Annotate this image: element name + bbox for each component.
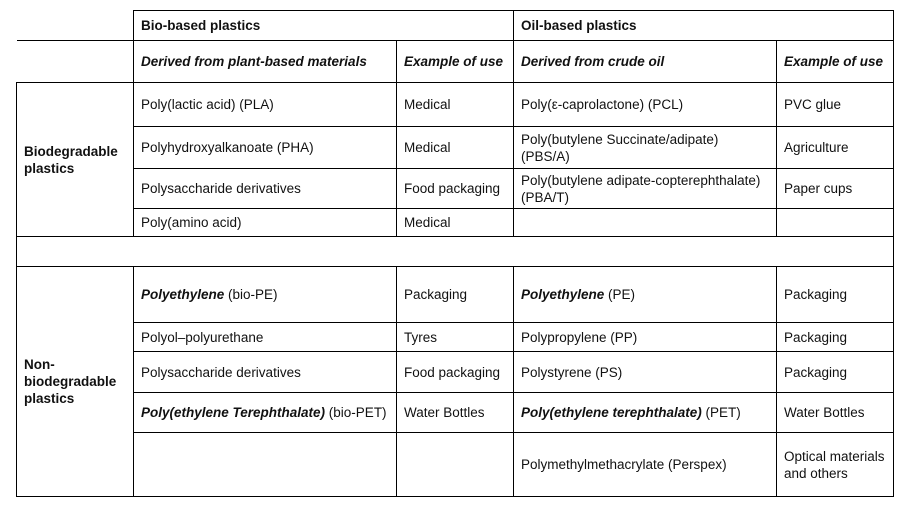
bio-use-cell: Food packaging (397, 169, 514, 209)
oil-use-cell: Agriculture (777, 127, 894, 169)
bio-use-cell: Medical (397, 209, 514, 237)
oil-material-suffix: (PE) (604, 287, 636, 302)
oil-material-cell (514, 267, 777, 323)
oil-material-emphasis: Poly(ethylene terephthalate) (521, 405, 702, 420)
bio-use-cell (397, 433, 514, 497)
header-oil-derived: Derived from crude oil (514, 41, 777, 83)
spacer-cell (17, 237, 894, 267)
table-row (17, 352, 894, 393)
bio-use-cell: Medical (397, 127, 514, 169)
header-bio-based: Bio-based plastics (134, 11, 514, 41)
table-row (17, 267, 894, 323)
bio-material-cell: Polyol–polyurethane (134, 323, 397, 352)
bio-use-cell: Food packaging (397, 352, 514, 393)
oil-use-cell: Packaging (777, 323, 894, 352)
group-label-non-biodegradable: Non-biodegradable plastics (17, 267, 134, 497)
table-row (17, 209, 894, 237)
oil-use-cell: Optical materials and others (777, 433, 894, 497)
oil-material-suffix: (PET) (701, 405, 741, 420)
bio-material-suffix: (bio-PET) (325, 405, 387, 420)
oil-use-cell: Paper cups (777, 169, 894, 209)
bio-use-cell: Water Bottles (397, 393, 514, 433)
bio-material-cell: Poly(amino acid) (134, 209, 397, 237)
oil-material-cell: Poly(butylene adipate-copterephthalate) (PBA/T) (514, 169, 777, 209)
oil-material-cell: Polypropylene (PP) (514, 323, 777, 352)
header-oil-based: Oil-based plastics (514, 11, 894, 41)
bio-material-cell (134, 393, 397, 433)
corner-cell (17, 11, 134, 41)
table-row (17, 323, 894, 352)
plastics-table (16, 10, 894, 497)
oil-material-emphasis: Polyethylene (521, 287, 605, 302)
bio-material-cell (134, 267, 397, 323)
spacer-row (17, 237, 894, 267)
table-row (17, 127, 894, 169)
table-row (17, 433, 894, 497)
oil-material-cell (514, 209, 777, 237)
bio-use-cell: Medical (397, 83, 514, 127)
bio-material-cell: Polysaccharide derivatives (134, 169, 397, 209)
header-row-1 (17, 11, 894, 41)
header-bio-derived: Derived from plant-based materials (134, 41, 397, 83)
bio-material-emphasis: Polyethylene (141, 287, 225, 302)
bio-material-suffix: (bio-PE) (224, 287, 278, 302)
oil-use-cell: Water Bottles (777, 393, 894, 433)
bio-material-cell (134, 433, 397, 497)
corner-cell-2 (17, 41, 134, 83)
oil-use-cell: PVC glue (777, 83, 894, 127)
oil-material-cell: Polymethylmethacrylate (Perspex) (514, 433, 777, 497)
header-row-2 (17, 41, 894, 83)
bio-use-cell: Tyres (397, 323, 514, 352)
table-row (17, 83, 894, 127)
bio-material-cell: Polysaccharide derivatives (134, 352, 397, 393)
oil-material-cell: Poly(butylene Succinate/adipate) (PBS/A) (514, 127, 777, 169)
bio-material-cell: Poly(lactic acid) (PLA) (134, 83, 397, 127)
table-row (17, 393, 894, 433)
oil-use-cell (777, 209, 894, 237)
table-row (17, 169, 894, 209)
bio-material-emphasis: Poly(ethylene Terephthalate) (141, 405, 326, 420)
bio-use-cell: Packaging (397, 267, 514, 323)
group-label-biodegradable: Biodegradable plastics (17, 83, 134, 237)
header-oil-example: Example of use (777, 41, 894, 83)
bio-material-cell: Polyhydroxyalkanoate (PHA) (134, 127, 397, 169)
oil-material-cell: Poly(ε-caprolactone) (PCL) (514, 83, 777, 127)
header-bio-example: Example of use (397, 41, 514, 83)
oil-use-cell: Packaging (777, 267, 894, 323)
oil-material-cell (514, 393, 777, 433)
oil-material-cell: Polystyrene (PS) (514, 352, 777, 393)
oil-use-cell: Packaging (777, 352, 894, 393)
